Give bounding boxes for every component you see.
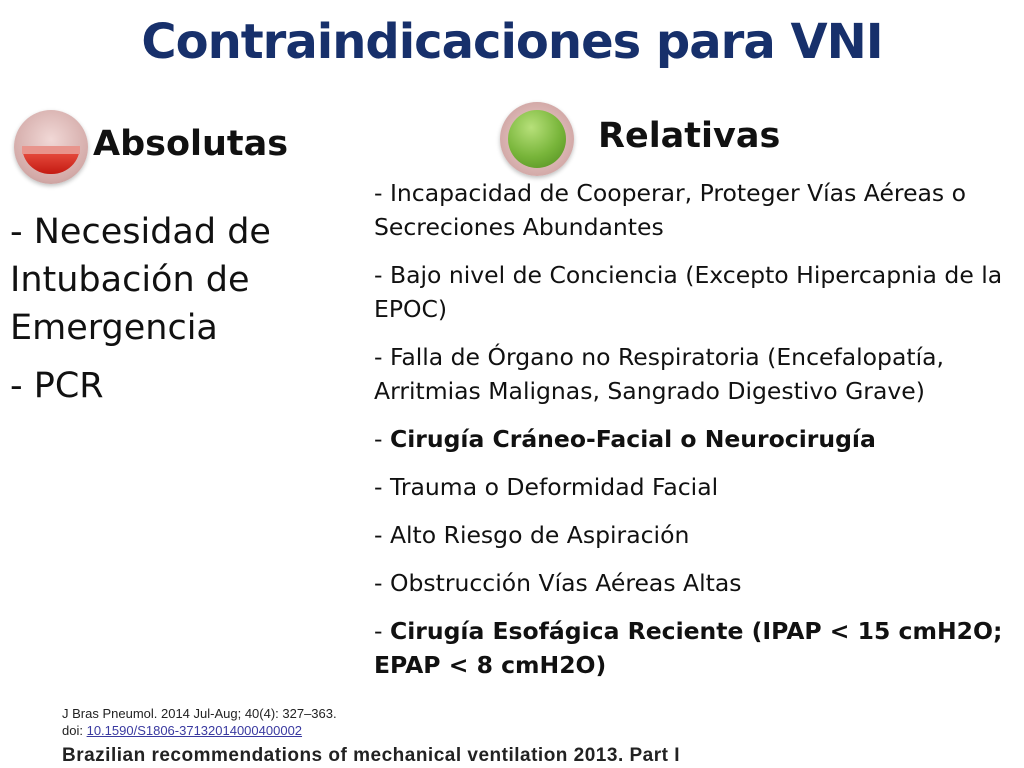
reference-title: Brazilian recommendations of mechanical ventilation 2013. Part I [62, 745, 681, 766]
item-text: Incapacidad de Cooperar, Proteger Vías Aéreas o Secreciones Abundantes [374, 179, 967, 241]
relative-item [374, 614, 1019, 682]
relative-item [374, 518, 1019, 552]
item-text: Alto Riesgo de Aspiración [389, 521, 690, 549]
item-prefix: - [374, 261, 390, 289]
item-text: Falla de Órgano no Respiratoria (Encefalopatía, Arritmias Malignas, Sangrado Digestivo Grave) [374, 343, 944, 405]
relative-heading: Relativas [598, 116, 781, 156]
absolute-list [10, 208, 330, 420]
item-prefix: - [374, 473, 390, 501]
item-prefix: - [374, 569, 390, 597]
page-title: Contraindicaciones para VNI [141, 14, 883, 70]
relative-item [374, 258, 1019, 326]
doi-link[interactable]: 10.1590/S1806-37132014000400002 [86, 723, 303, 738]
item-prefix: - [374, 425, 390, 453]
item-text: Cirugía Cráneo-Facial o Neurocirugía [389, 425, 876, 453]
absolute-item: - PCR [10, 366, 104, 406]
absolute-heading: Absolutas [93, 124, 289, 164]
item-prefix: - [374, 617, 390, 645]
item-text: Cirugía Esofágica Reciente (IPAP < 15 cmH2O; EPAP < 8 cmH2O) [374, 617, 1003, 679]
green-ball-shape [508, 110, 566, 168]
minus-circle-icon [14, 110, 88, 184]
item-text: Obstrucción Vías Aéreas Altas [389, 569, 742, 597]
green-ball-icon [500, 102, 574, 176]
doi-label: doi: [62, 723, 83, 738]
citation-doi-line [62, 722, 337, 739]
relative-item [374, 470, 1019, 504]
citation [62, 705, 337, 739]
item-text: Trauma o Deformidad Facial [389, 473, 719, 501]
relative-item [374, 176, 1019, 244]
item-prefix: - [374, 521, 390, 549]
absolute-item: - Necesidad de Intubación de Emergencia [10, 212, 271, 348]
citation-journal: J Bras Pneumol. 2014 Jul-Aug; 40(4): 327–363. [62, 706, 337, 721]
relative-item [374, 566, 1019, 600]
item-text: Bajo nivel de Conciencia (Excepto Hipercapnia de la EPOC) [374, 261, 1003, 323]
item-prefix: - [374, 179, 390, 207]
relative-item [374, 340, 1019, 408]
minus-shape [22, 146, 80, 174]
relative-list [374, 176, 1019, 696]
relative-item [374, 422, 1019, 456]
item-prefix: - [374, 343, 390, 371]
